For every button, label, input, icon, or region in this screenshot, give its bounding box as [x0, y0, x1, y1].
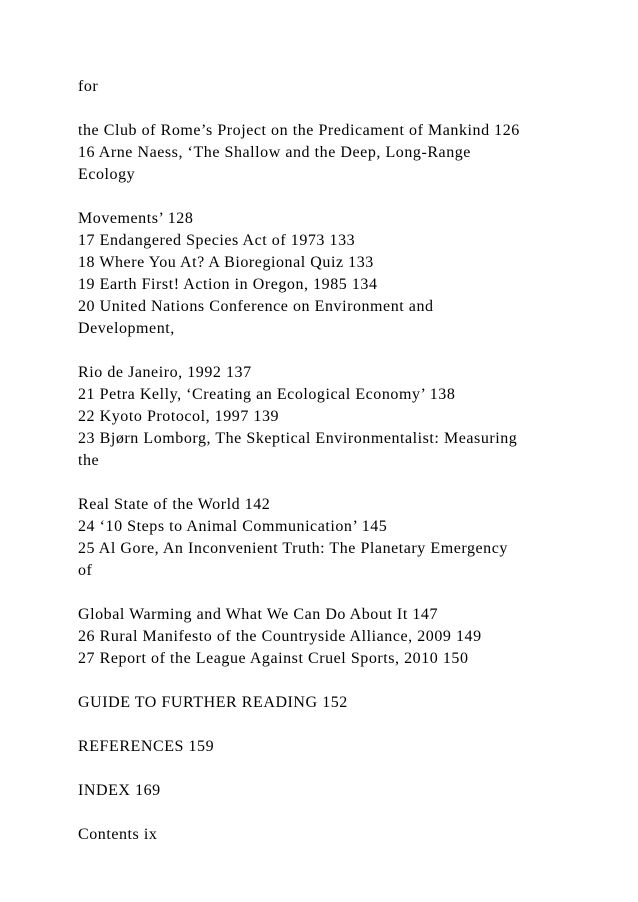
text-line: the Club of Rome’s Project on the Predicament of Mankind 126: [78, 122, 520, 139]
blank-line: [78, 714, 618, 736]
text-line: 20 United Nations Conference on Environment and: [78, 298, 434, 315]
text-line: Ecology: [78, 166, 136, 183]
blank-line: [78, 98, 618, 120]
blank-line: [78, 670, 618, 692]
text-line: 22 Kyoto Protocol, 1997 139: [78, 408, 280, 425]
blank-line: [78, 186, 618, 208]
text-line: 17 Endangered Species Act of 1973 133: [78, 232, 356, 249]
text-line: the: [78, 452, 100, 469]
section-heading: GUIDE TO FURTHER READING 152: [78, 694, 348, 711]
text-line: 23 Bjørn Lomborg, The Skeptical Environmentalist: Measuring: [78, 430, 518, 447]
running-footer: Contents ix: [78, 826, 158, 843]
blank-line: [78, 340, 618, 362]
blank-line: [78, 802, 618, 824]
blank-line: [78, 472, 618, 494]
text-line: of: [78, 562, 93, 579]
text-line: Real State of the World 142: [78, 496, 271, 513]
text-line: Rio de Janeiro, 1992 137: [78, 364, 252, 381]
text-line: Global Warming and What We Can Do About It 147: [78, 606, 439, 623]
text-line: 27 Report of the League Against Cruel Sports, 2010 150: [78, 650, 469, 667]
blank-line: [78, 758, 618, 780]
text-line: 24 ‘10 Steps to Animal Communication’ 145: [78, 518, 388, 535]
text-line: Development,: [78, 320, 175, 337]
text-line: 16 Arne Naess, ‘The Shallow and the Deep, Long-Range: [78, 144, 471, 161]
text-line: Movements’ 128: [78, 210, 194, 227]
text-line: 25 Al Gore, An Inconvenient Truth: The Planetary Emergency: [78, 540, 508, 557]
text-line: for: [78, 78, 99, 95]
section-heading: INDEX 169: [78, 782, 161, 799]
text-line: 21 Petra Kelly, ‘Creating an Ecological Economy’ 138: [78, 386, 456, 403]
contents-page: [78, 76, 618, 846]
section-heading: REFERENCES 159: [78, 738, 215, 755]
text-line: 18 Where You At? A Bioregional Quiz 133: [78, 254, 374, 271]
text-line: 26 Rural Manifesto of the Countryside Alliance, 2009 149: [78, 628, 482, 645]
text-line: 19 Earth First! Action in Oregon, 1985 134: [78, 276, 378, 293]
blank-line: [78, 582, 618, 604]
